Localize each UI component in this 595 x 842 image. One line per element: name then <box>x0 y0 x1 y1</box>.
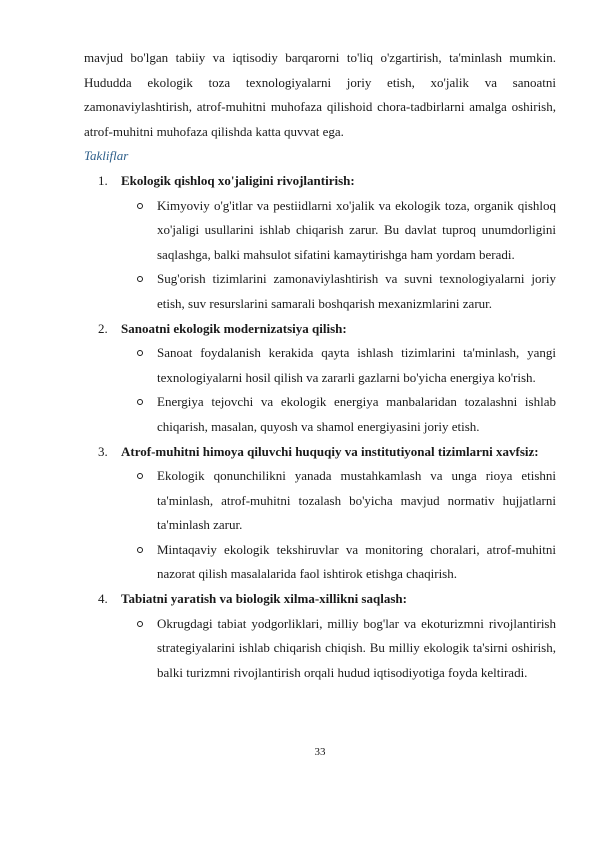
sub-item <box>121 194 556 268</box>
sub-item <box>121 390 556 439</box>
circle-bullet-icon <box>137 547 143 553</box>
circle-bullet-icon <box>137 350 143 356</box>
item-title: Sanoatni ekologik modernizatsiya qilish: <box>121 320 347 336</box>
list-item <box>84 317 556 440</box>
circle-bullet-icon <box>137 473 143 479</box>
document-page <box>84 46 556 685</box>
item-number: 1. <box>98 172 108 188</box>
sub-item <box>121 341 556 390</box>
sub-item-text: Okrugdagi tabiat yodgorliklari, milliy bog'lar va ekoturizmni rivojlantirish strategiyalarini ishlab chiqarish chiqish. Bu milliy ekologik ta'sirni oshirish, balki turizmni rivojlantirish orqali hudud iqtisodiyotiga foyda keltiradi. <box>157 615 556 680</box>
intro-paragraph: mavjud bo'lgan tabiiy va iqtisodiy barqarorni to'liq o'zgartirish, ta'minlash mumkin. Hududda ekologik toza texnologiyalarni joriy etish, xo'jalik va sanoatni zamonaviylashtirish, atrof-muhitni muhofaza qilishoid chora-tadbirlarni amalga oshirish, atrof-muhitni muhofaza qilishda katta quvvat ega. <box>84 50 556 139</box>
sub-item-text: Sanoat foydalanish kerakida qayta ishlash tizimlarini ta'minlash, yangi texnologiyalarni hosil qilish va zararli gazlarni bo'yicha energiya ko'rish. <box>157 345 556 385</box>
sub-item <box>121 612 556 686</box>
sub-item <box>121 267 556 316</box>
sub-item-text: Ekologik qonunchilikni yanada mustahkamlash va unga rioya etishni ta'minlash, atrof-muhitni tozalash bo'yicha mavjud normativ hujjatlarni ta'minlash zarur. <box>157 468 556 533</box>
item-title: Tabiatni yaratish va biologik xilma-xillikni saqlash: <box>121 591 407 607</box>
sub-item <box>121 538 556 587</box>
item-number: 4. <box>98 591 108 607</box>
item-number: 3. <box>98 443 108 459</box>
sub-item-text: Mintaqaviy ekologik tekshiruvlar va monitoring choralari, atrof-muhitni nazorat qilish masalalarida faol ishtirok etishga chaqirish. <box>157 541 556 582</box>
sub-item <box>121 464 556 538</box>
item-title: Atrof-muhitni himoya qiluvchi huquqiy va institutiyonal tizimlarni xavfsiz: <box>121 443 539 459</box>
item-title: Ekologik qishloq xo'jaligini rivojlantirish: <box>121 172 355 188</box>
sub-list <box>121 194 556 317</box>
sub-item-text: Kimyoviy o'g'itlar va pestiidlarni xo'jalik va ekologik toza, organik qishloq xo'jaligi usullarini ishlab chiqarish zarur. Bu davlat tuproq unumdorligini saqlashga, balki mahsulot sifatini kamaytirishga ham yordam beradi. <box>157 197 556 262</box>
sub-list <box>121 464 556 587</box>
circle-bullet-icon <box>137 276 143 282</box>
sub-list <box>121 341 556 439</box>
list-item <box>84 440 556 588</box>
section-heading: Takliflar <box>84 148 129 164</box>
sub-list <box>121 612 556 686</box>
item-number: 2. <box>98 320 108 336</box>
list-item <box>84 587 556 685</box>
circle-bullet-icon <box>137 399 143 405</box>
circle-bullet-icon <box>137 621 143 627</box>
proposals-list <box>84 169 556 685</box>
sub-item-text: Sug'orish tizimlarini zamonaviylashtirish va suvni texnologiyalarni joriy etish, suv resurslarini samarali boshqarish mexanizmlarini zarur. <box>157 271 556 311</box>
sub-item-text: Energiya tejovchi va ekologik energiya manbalaridan tozalashni ishlab chiqarish, masalan, quyosh va shamol energiyasini joriy etish. <box>157 394 556 434</box>
circle-bullet-icon <box>137 203 143 209</box>
list-item <box>84 169 556 317</box>
page-number: 33 <box>314 746 326 758</box>
